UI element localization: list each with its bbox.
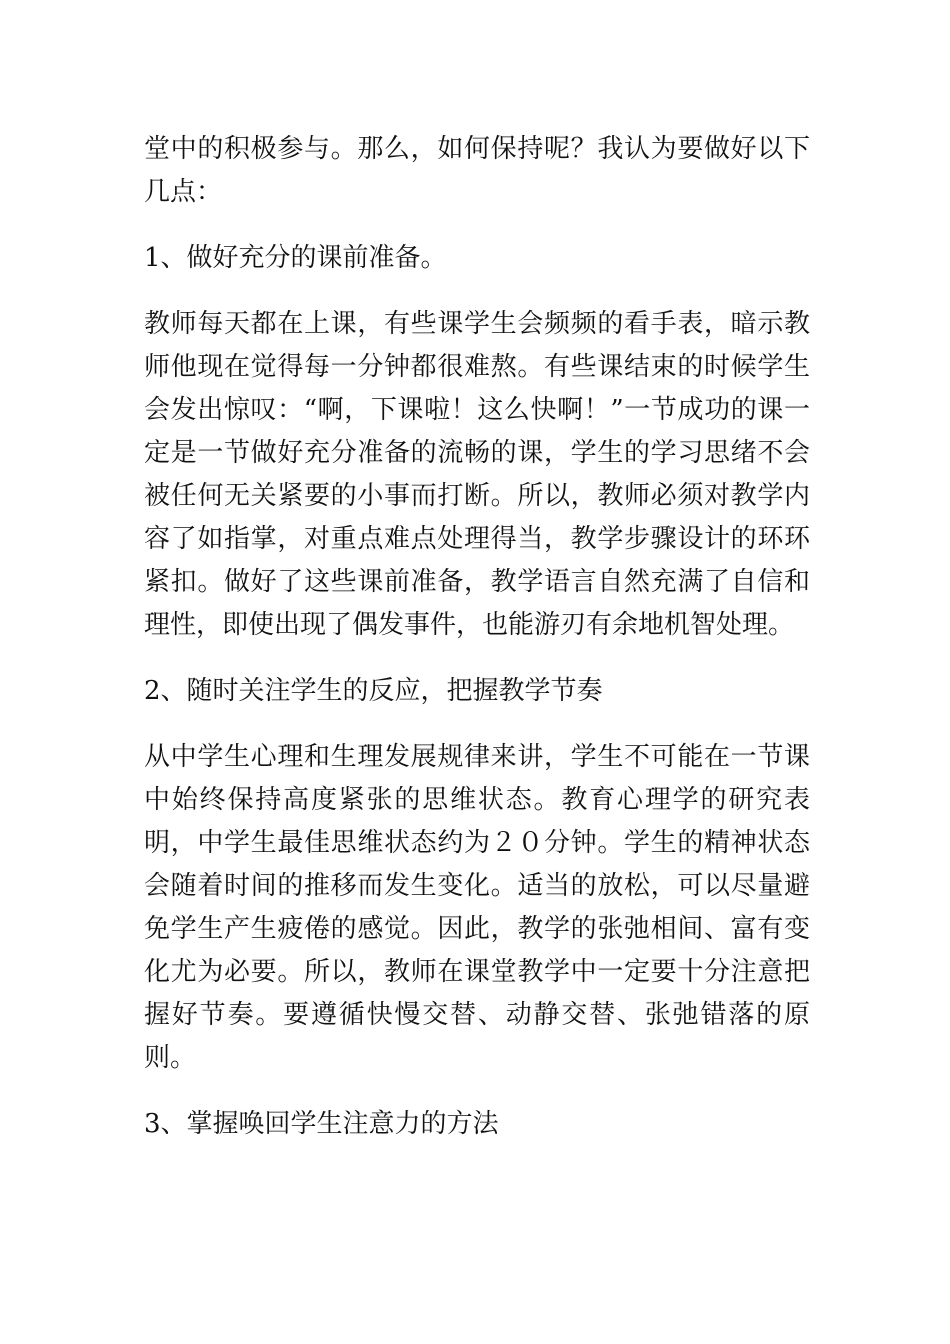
paragraph-preparation: 教师每天都在上课，有些课学生会频频的看手表，暗示教师他现在觉得每一分钟都很难熬。有些课结束的时候学生会发出惊叹：“啊，下课啦！这么快啊！”一节成功的课一定是一节做好充分准备的流畅的课，学生的学习思绪不会被任何无关紧要的小事而打断。所以，教师必须对教学内容了如指掌，对重点难点处理得当，教学步骤设计的环环紧扣。做好了这些课前准备，教学语言自然充满了自信和理性，即使出现了偶发事件，也能游刃有余地机智处理。 — [144, 309, 810, 640]
section-heading-3: 3、掌握唤回学生注意力的方法 — [144, 1109, 499, 1139]
document-body — [144, 128, 810, 1169]
section-heading-2: 2、随时关注学生的反应，把握教学节奏 — [144, 676, 603, 706]
paragraph-intro: 堂中的积极参与。那么，如何保持呢？我认为要做好以下几点： — [144, 134, 810, 207]
paragraph-rhythm: 从中学生心理和生理发展规律来讲，学生不可能在一节课中始终保持高度紧张的思维状态。教育心理学的研究表明，中学生最佳思维状态约为２０分钟。学生的精神状态会随着时间的推移而发生变化。适当的放松，可以尽量避免学生产生疲倦的感觉。因此，教学的张弛相间、富有变化尤为必要。所以，教师在课堂教学中一定要十分注意把握好节奏。要遵循快慢交替、动静交替、张弛错落的原则。 — [144, 742, 810, 1073]
section-heading-1: 1、做好充分的课前准备。 — [144, 243, 447, 273]
